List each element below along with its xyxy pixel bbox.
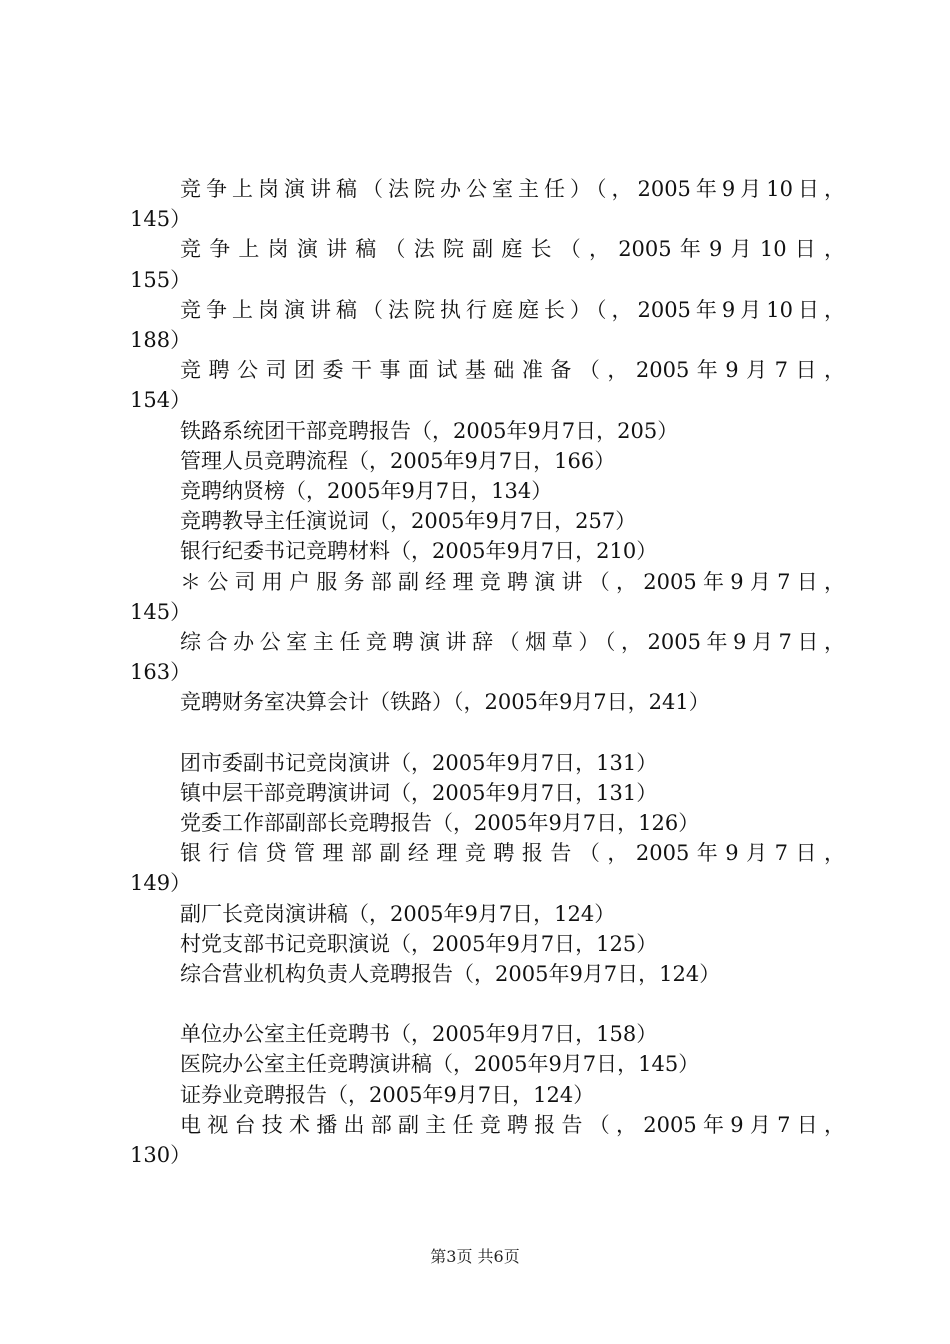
entry-title: 管理人员竞聘流程（，2005年9月7日，166）	[180, 448, 616, 473]
document-entry	[130, 808, 845, 838]
entry-title: 电视台技术播出部副主任竞聘报告（，2005年9月7日，	[180, 1112, 845, 1137]
document-entry	[130, 748, 845, 778]
entry-title: 竞聘公司团委干事面试基础准备（，2005年9月7日，	[180, 358, 845, 383]
entry-title: 竞聘财务室决算会计（铁路）（，2005年9月7日，241）	[180, 690, 710, 715]
entry-title: 竞争上岗演讲稿（法院副庭长（，2005年9月10日，	[180, 237, 845, 262]
document-entry	[130, 899, 845, 929]
entry-title: 团市委副书记竞岗演讲（，2005年9月7日，131）	[180, 750, 658, 775]
entry-title: 竞争上岗演讲稿（法院办公室主任）（，2005年9月10日，	[180, 177, 845, 201]
document-entry	[130, 1080, 845, 1110]
document-entry	[130, 838, 845, 898]
entry-title: 竞争上岗演讲稿（法院执行庭庭长）（，2005年9月10日，	[180, 297, 845, 322]
entry-title: 医院办公室主任竞聘演讲稿（，2005年9月7日，145）	[180, 1052, 700, 1077]
entry-title: 铁路系统团干部竞聘报告（，2005年9月7日，205）	[180, 418, 679, 443]
entry-title: 村党支部书记竞职演说（，2005年9月7日，125）	[180, 931, 658, 956]
entry-continuation: 188）	[130, 328, 192, 353]
entry-continuation: 154）	[130, 388, 192, 413]
entry-title: 综合营业机构负责人竞聘报告（，2005年9月7日，124）	[180, 962, 721, 987]
document-body	[130, 174, 845, 1170]
entry-continuation: 145）	[130, 207, 192, 232]
entry-title: 副厂长竞岗演讲稿（，2005年9月7日，124）	[180, 901, 616, 926]
document-entry	[130, 174, 845, 234]
document-entry	[130, 959, 845, 989]
document-entry	[130, 1049, 845, 1079]
entry-title: 党委工作部副部长竞聘报告（，2005年9月7日，126）	[180, 811, 700, 836]
entry-continuation: 163）	[130, 660, 192, 685]
entry-continuation: 155）	[130, 267, 192, 292]
document-entry	[130, 536, 845, 566]
document-entry	[130, 446, 845, 476]
page-footer: 第3页 共6页	[430, 1247, 520, 1266]
entry-title: 综合办公室主任竞聘演讲辞（烟草）（，2005年9月7日，	[180, 630, 845, 655]
entry-title: 银行信贷管理部副经理竞聘报告（，2005年9月7日，	[180, 841, 845, 866]
document-entry	[130, 627, 845, 687]
entry-continuation: 149）	[130, 871, 192, 896]
entry-continuation: 145）	[130, 599, 192, 624]
document-entry	[130, 929, 845, 959]
entry-title: 证券业竞聘报告（，2005年9月7日，124）	[180, 1082, 595, 1107]
entry-title: 竞聘纳贤榜（，2005年9月7日，134）	[180, 479, 553, 504]
document-entry	[130, 476, 845, 506]
document-entry	[130, 416, 845, 446]
entry-continuation: 130）	[130, 1143, 192, 1168]
document-entry	[130, 1110, 845, 1170]
entry-title: 银行纪委书记竞聘材料（，2005年9月7日，210）	[180, 539, 658, 564]
entry-title: 竞聘教导主任演说词（，2005年9月7日，257）	[180, 509, 637, 534]
document-entry	[130, 567, 845, 627]
document-entry	[130, 355, 845, 415]
document-entry	[130, 295, 845, 355]
document-entry	[130, 234, 845, 294]
document-entry	[130, 778, 845, 808]
document-entry	[130, 687, 845, 717]
entry-title: ＊公司用户服务部副经理竞聘演讲（，2005年9月7日，	[180, 569, 845, 594]
entry-title: 镇中层干部竞聘演讲词（，2005年9月7日，131）	[180, 780, 658, 805]
document-entry	[130, 1019, 845, 1049]
document-entry	[130, 506, 845, 536]
entry-title: 单位办公室主任竞聘书（，2005年9月7日，158）	[180, 1022, 658, 1047]
